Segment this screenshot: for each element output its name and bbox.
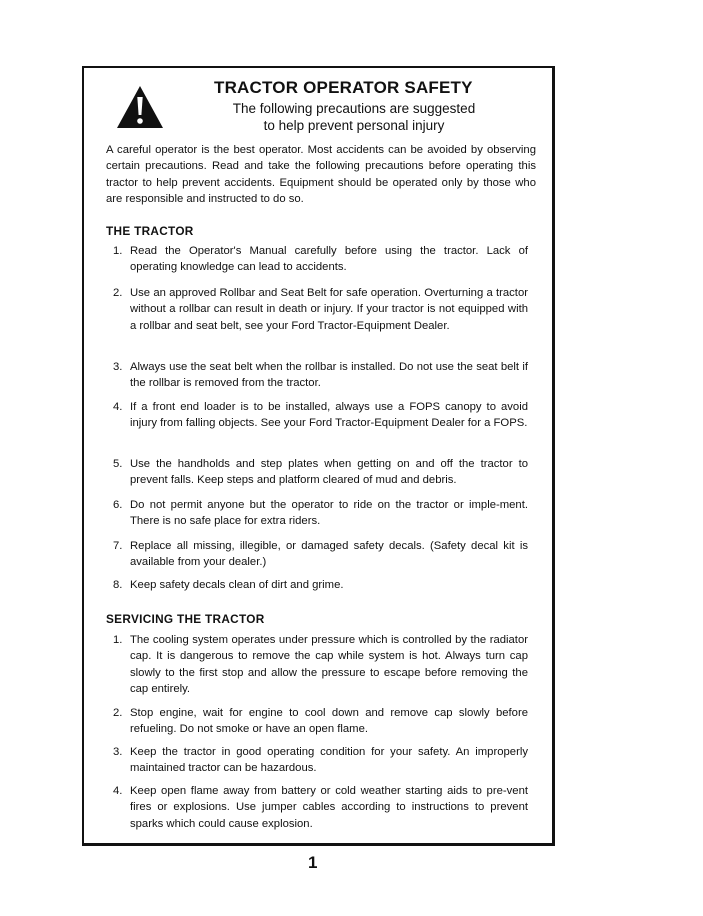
section-heading-servicing: SERVICING THE TRACTOR — [106, 612, 265, 626]
item-text: The cooling system operates under pressure which is controlled by the radiator cap. It is dangerous to remove the cap while system is hot. Always turn cap slowly to the first stop and allow the pressure to escape before removing the cap entirely. — [130, 634, 528, 696]
item-number: 5. — [113, 458, 123, 470]
item-text: Keep safety decals clean of dirt and grime. — [130, 579, 344, 591]
list-item — [113, 632, 528, 698]
item-text: Do not permit anyone but the operator to ride on the tractor or imple-ment. There is no safe place for extra riders. — [130, 499, 528, 528]
item-number: 6. — [113, 499, 123, 511]
section-heading-tractor: THE TRACTOR — [106, 224, 194, 238]
subtitle-line-1: The following precautions are suggested — [232, 101, 476, 116]
item-number: 3. — [113, 361, 123, 373]
item-text: Keep the tractor in good operating condition for your safety. An improperly maintained tractor can be hazardous. — [130, 746, 528, 775]
page-title: TRACTOR OPERATOR SAFETY — [214, 78, 473, 97]
item-text: Use the handholds and step plates when getting on and off the tractor to prevent falls. Keep steps and platform cleared of mud and debris. — [130, 458, 528, 487]
list-item — [113, 497, 528, 530]
item-number: 8. — [113, 579, 123, 591]
item-number: 3. — [113, 746, 123, 758]
item-text: Read the Operator's Manual carefully before using the tractor. Lack of operating knowledge can lead to accidents. — [130, 245, 528, 274]
item-number: 7. — [113, 540, 123, 552]
list-item — [113, 538, 528, 571]
intro-paragraph: A careful operator is the best operator. Most accidents can be avoided by observing certain precautions. Read and take the following precautions before operating this tractor to help prevent accidents. Equipment should be operated only by those who are responsible and instructed to do so. — [106, 144, 536, 206]
subtitle-line-2: to help prevent personal injury — [263, 118, 445, 133]
item-text: If a front end loader is to be installed, always use a FOPS canopy to avoid injury from falling objects. See your Ford Tractor-Equipment Dealer for a FOPS. — [130, 401, 528, 430]
list-item — [113, 744, 528, 777]
list-item — [113, 705, 528, 738]
list-item — [113, 285, 528, 334]
list-item — [113, 243, 528, 276]
list-item — [113, 577, 528, 593]
item-number: 4. — [113, 785, 123, 797]
item-number: 2. — [113, 707, 123, 719]
page-number: 1 — [308, 853, 318, 872]
list-item — [113, 399, 528, 432]
item-number: 4. — [113, 401, 123, 413]
item-number: 1. — [113, 245, 123, 257]
subtitle — [204, 100, 504, 134]
list-item — [113, 359, 528, 392]
warning-triangle-icon — [116, 85, 164, 129]
item-text: Stop engine, wait for engine to cool down and remove cap slowly before refueling. Do not smoke or have an open flame. — [130, 707, 528, 736]
list-item — [113, 456, 528, 489]
item-text: Keep open flame away from battery or cold weather starting aids to pre-vent fires or explosions. Use jumper cables according to instructions to prevent sparks which could cause explosion. — [130, 785, 528, 830]
item-number: 1. — [113, 634, 123, 646]
list-item — [113, 783, 528, 832]
safety-box — [82, 66, 555, 846]
item-text: Always use the seat belt when the rollbar is installed. Do not use the seat belt if the rollbar is removed from the tractor. — [130, 361, 528, 390]
item-text: Use an approved Rollbar and Seat Belt for safe operation. Overturning a tractor without a rollbar can result in death or injury. If your tractor is not equipped with a rollbar and seat belt, see your Ford Tractor-Equipment Dealer. — [130, 287, 528, 332]
item-text: Replace all missing, illegible, or damaged safety decals. (Safety decal kit is available from your dealer.) — [130, 540, 528, 569]
item-number: 2. — [113, 287, 123, 299]
